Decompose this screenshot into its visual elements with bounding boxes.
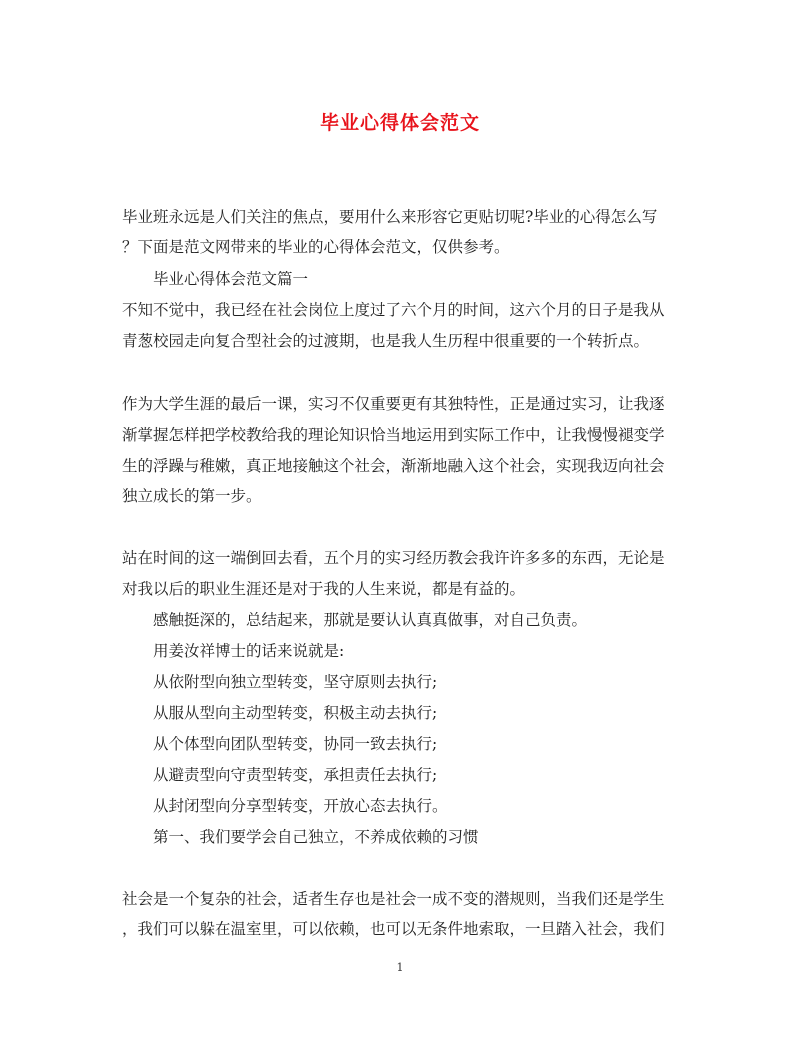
list-item: 从避责型向守责型转变，承担责任去执行; [153,766,438,784]
page-number: 1 [396,961,404,974]
list-item: 从封闭型向分享型转变，开放心态去执行。 [153,797,448,815]
paragraph-line: 青葱校园走向复合型社会的过渡期，也是我人生历程中很重要的一个转折点。 [122,332,650,350]
section-heading: 毕业心得体会范文篇一 [153,270,309,288]
paragraph-line: 毕业班永远是人们关注的焦点，要用什么来形容它更贴切呢?毕业的心得怎么写 [122,208,658,226]
paragraph-line: 不知不觉中，我已经在社会岗位上度过了六个月的时间，这六个月的日子是我从 [122,301,665,319]
paragraph-line: 生的浮躁与稚嫩，真正地接触这个社会，渐渐地融入这个社会，实现我迈向社会 [122,457,665,475]
paragraph-line: 社会是一个复杂的社会，适者生存也是社会一成不变的潜规则，当我们还是学生 [122,890,665,908]
list-item: 从依附型向独立型转变，坚守原则去执行; [153,673,438,691]
paragraph-line: 站在时间的这一端倒回去看，五个月的实习经历教会我许许多多的东西，无论是 [122,549,665,567]
section-heading: 第一、我们要学会自己独立，不养成依赖的习惯 [153,828,479,846]
page-title: 毕业心得体会范文 [319,112,480,134]
paragraph-line: 作为大学生涯的最后一课，实习不仅重要更有其独特性，正是通过实习，让我逐 [122,395,665,413]
paragraph-line: 感触挺深的，总结起来，那就是要认认真真做事，对自己负责。 [153,611,588,629]
paragraph-line: ，我们可以躲在温室里，可以依赖，也可以无条件地索取，一旦踏入社会，我们 [122,920,665,938]
paragraph-line: 渐掌握怎样把学校教给我的理论知识恰当地运用到实际工作中，让我慢慢褪变学 [122,426,665,444]
paragraph-line: 独立成长的第一步。 [122,487,262,505]
paragraph-line: ？下面是范文网带来的毕业的心得体会范文，仅供参考。 [122,238,510,256]
paragraph-line: 对我以后的职业生涯还是对于我的人生来说，都是有益的。 [122,580,526,598]
list-item: 从服从型向主动型转变，积极主动去执行; [153,704,438,722]
paragraph-line: 用姜汝祥博士的话来说就是: [153,642,345,660]
list-item: 从个体型向团队型转变，协同一致去执行; [153,735,438,753]
